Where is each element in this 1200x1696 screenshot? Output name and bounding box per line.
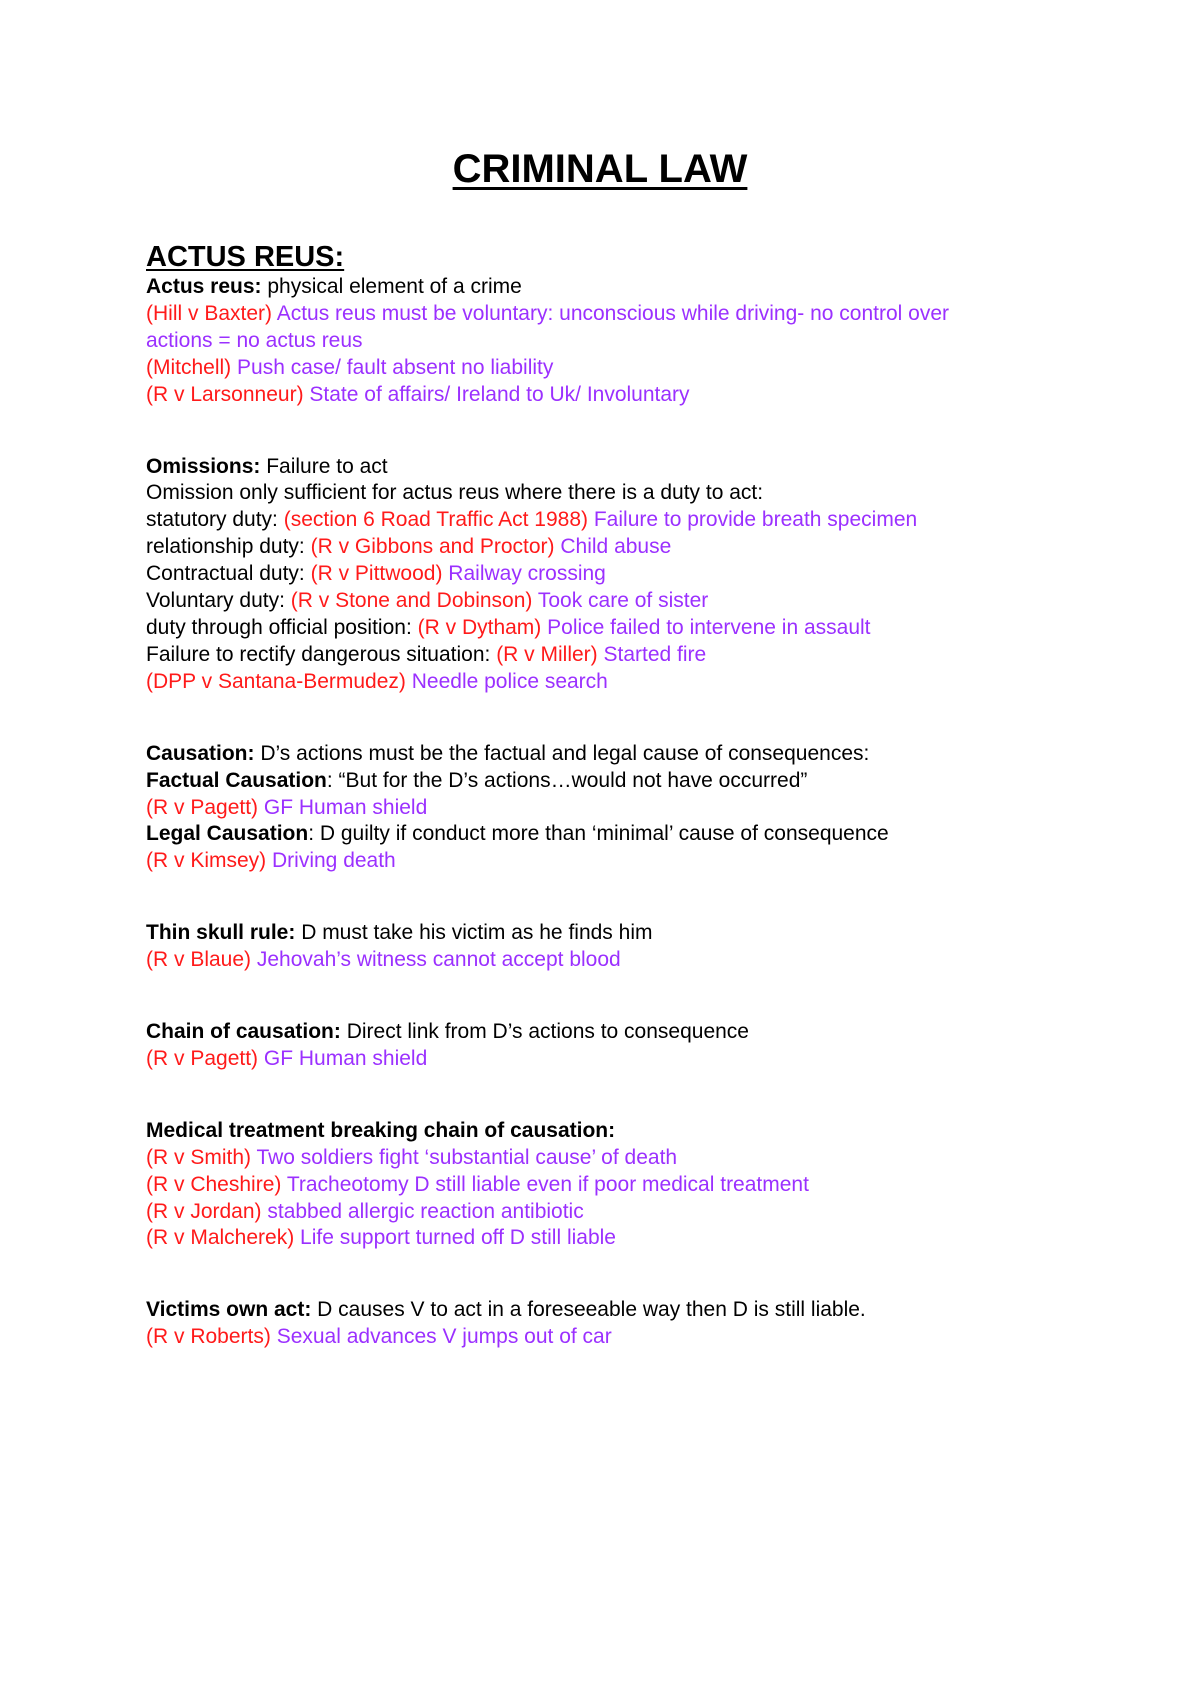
case-reference: (R v Blaue) (146, 948, 252, 972)
case-line (146, 328, 1046, 355)
case-reference: (Hill v Baxter) (146, 301, 273, 325)
case-note: Police failed to intervene in assault (541, 615, 871, 639)
case-reference: (Mitchell) (146, 355, 232, 379)
case-reference: (section 6 Road Traffic Act 1988) (283, 508, 589, 532)
case-reference: (R v Larsonneur) (146, 382, 304, 406)
duty-type: Contractual duty: (146, 562, 311, 586)
term-label: Victims own act: (146, 1298, 312, 1322)
spacer (146, 875, 1046, 920)
omissions-definition (146, 454, 1046, 481)
term-definition: Failure to act (260, 454, 388, 478)
case-note: Child abuse (554, 535, 672, 559)
case-reference: (R v Miller) (496, 642, 598, 666)
case-line (146, 301, 1046, 328)
case-reference: (R v Smith) (146, 1145, 251, 1169)
duty-type: Voluntary duty: (146, 589, 291, 613)
duty-line (146, 642, 1046, 669)
case-line (146, 795, 1046, 822)
case-note: GF Human shield (258, 795, 428, 819)
case-note: Railway crossing (442, 562, 606, 586)
case-line (146, 355, 1046, 382)
term-definition: : “But for the D’s actions…would not have occurred” (326, 768, 808, 792)
medical-treatment-heading: Medical treatment breaking chain of causation: (146, 1118, 616, 1142)
case-reference: (R v Stone and Dobinson) (290, 589, 533, 613)
case-note: GF Human shield (258, 1046, 428, 1070)
term-definition: : D guilty if conduct more than ‘minimal’ cause of consequence (308, 822, 889, 846)
duty-line (146, 507, 1046, 534)
spacer (146, 409, 1046, 454)
case-note: Sexual advances V jumps out of car (270, 1325, 612, 1349)
case-note: Actus reus must be voluntary: unconscious while driving- no control over (272, 301, 950, 325)
duty-type: duty through official position: (146, 615, 418, 639)
term-label: Omissions: (146, 454, 261, 478)
thin-skull-definition (146, 920, 1046, 947)
case-note: Jehovah’s witness cannot accept blood (251, 948, 621, 972)
actus-reus-definition (146, 274, 1046, 301)
duty-type: relationship duty: (146, 535, 311, 559)
duty-line (146, 615, 1046, 642)
term-definition: D causes V to act in a foreseeable way then D is still liable. (311, 1298, 866, 1322)
case-reference: (R v Cheshire) (146, 1172, 282, 1196)
case-reference: (R v Gibbons and Proctor) (310, 535, 555, 559)
duty-line (146, 561, 1046, 588)
duty-line (146, 669, 1046, 696)
case-note: Took care of sister (532, 589, 709, 613)
case-note: Two soldiers fight ‘substantial cause’ of death (251, 1145, 678, 1169)
case-reference: (R v Kimsey) (146, 849, 267, 873)
duty-line (146, 534, 1046, 561)
case-note: Push case/ fault absent no liability (231, 355, 554, 379)
case-line (146, 382, 1046, 409)
case-note: Failure to provide breath specimen (588, 508, 918, 532)
victims-own-act-definition (146, 1297, 1046, 1324)
notes-body (146, 274, 1046, 1351)
term-label: Factual Causation (146, 768, 327, 792)
spacer (146, 974, 1046, 1019)
term-definition: physical element of a crime (261, 275, 522, 298)
term-label: Thin skull rule: (146, 921, 296, 945)
spacer (146, 1252, 1046, 1297)
case-line (146, 1172, 1046, 1199)
case-reference: (R v Pagett) (146, 1046, 259, 1070)
case-reference: (DPP v Santana-Bermudez) (146, 669, 406, 693)
chain-of-causation-definition (146, 1019, 1046, 1046)
case-line (146, 947, 1046, 974)
case-note: State of affairs/ Ireland to Uk/ Involuntary (303, 382, 690, 406)
case-reference: (R v Malcherek) (146, 1226, 295, 1250)
case-line (146, 1324, 1046, 1351)
duty-line (146, 588, 1046, 615)
case-note: stabbed allergic reaction antibiotic (261, 1199, 584, 1223)
legal-causation-definition (146, 821, 1046, 848)
case-note: Started fire (597, 642, 707, 666)
case-line (146, 1199, 1046, 1226)
spacer (146, 696, 1046, 741)
causation-definition (146, 741, 1046, 768)
case-line (146, 1046, 1046, 1073)
term-label: Legal Causation (146, 822, 309, 846)
omissions-intro: Omission only sufficient for actus reus where there is a duty to act: (146, 481, 764, 505)
term-definition: D’s actions must be the factual and legal cause of consequences: (254, 741, 870, 765)
duty-type: statutory duty: (146, 508, 284, 532)
case-note: Tracheotomy D still liable even if poor medical treatment (281, 1172, 809, 1196)
case-line (146, 1225, 1046, 1252)
case-note: Driving death (266, 849, 396, 873)
case-note: Life support turned off D still liable (294, 1226, 616, 1250)
factual-causation-definition (146, 768, 1046, 795)
case-note: actions = no actus reus (146, 328, 363, 352)
page-title: CRIMINAL LAW (452, 147, 748, 191)
case-reference: (R v Roberts) (146, 1325, 271, 1349)
case-line (146, 848, 1046, 875)
case-note: Needle police search (405, 669, 608, 693)
term-definition: D must take his victim as he finds him (295, 921, 653, 945)
duty-type: Failure to rectify dangerous situation: (146, 642, 497, 666)
section-heading-actus-reus: ACTUS REUS: (146, 241, 345, 273)
case-reference: (R v Pagett) (146, 795, 259, 819)
spacer (146, 1073, 1046, 1118)
case-reference: (R v Jordan) (146, 1199, 262, 1223)
case-reference: (R v Dytham) (417, 615, 542, 639)
term-label: Chain of causation: (146, 1020, 341, 1044)
case-reference: (R v Pittwood) (310, 562, 443, 586)
term-definition: Direct link from D’s actions to consequence (340, 1020, 749, 1044)
case-line (146, 1145, 1046, 1172)
term-label: Actus reus: (146, 275, 262, 298)
term-label: Causation: (146, 741, 255, 765)
